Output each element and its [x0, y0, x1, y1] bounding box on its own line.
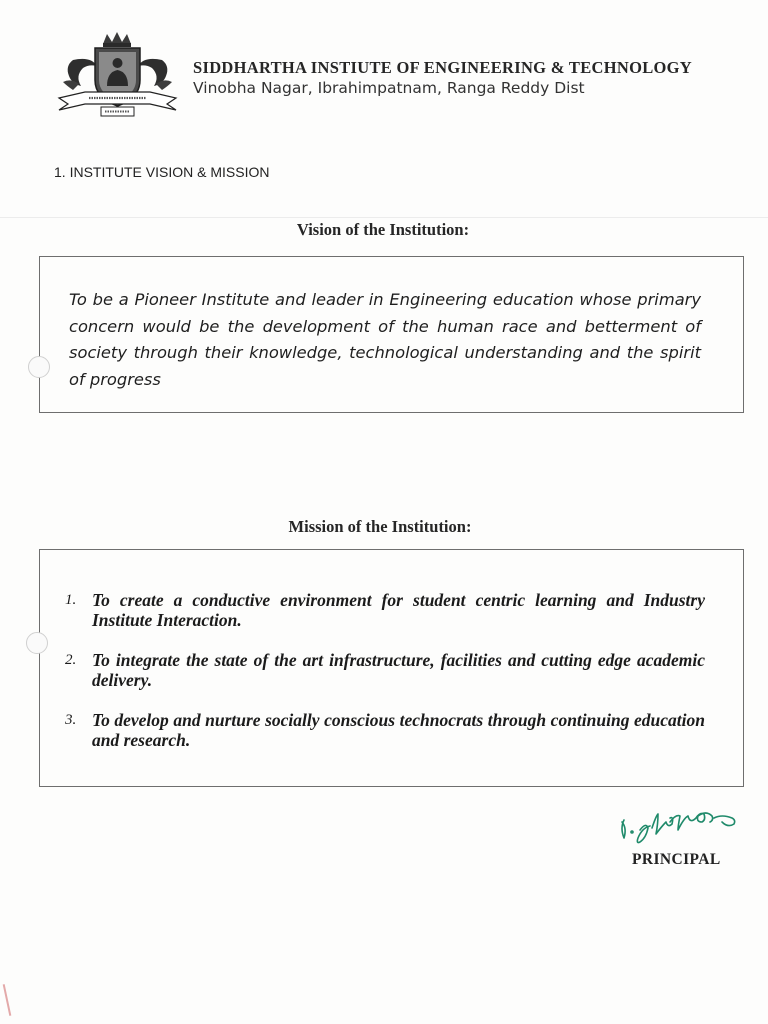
vision-statement: To be a Pioneer Institute and leader in Engineering education whose primary concern would be the development of the human race and betterment of society through their knowledge, technological understanding and the spirit of progress [69, 290, 701, 389]
mission-item-number: 1. [65, 592, 77, 608]
mission-item [65, 650, 705, 690]
mission-item [65, 590, 705, 630]
principal-label: PRINCIPAL [632, 851, 721, 868]
punch-hole [26, 632, 48, 654]
institute-name: SIDDHARTHA INSTIUTE OF ENGINEERING & TECHNOLOGY [193, 58, 692, 77]
section-heading: 1. INSTITUTE VISION & MISSION [54, 164, 270, 180]
mission-item-number: 2. [65, 652, 77, 668]
mission-item [65, 710, 705, 750]
vision-box [39, 256, 744, 413]
mission-item-number: 3. [65, 712, 77, 728]
institution-crest-logo [55, 30, 180, 125]
mission-title: Mission of the Institution: [288, 517, 472, 536]
mission-item-text: To create a conductive environment for student centric learning and Industry Institute Interaction. [92, 590, 705, 630]
punch-hole [28, 356, 50, 378]
mission-item-text: To integrate the state of the art infrastructure, facilities and cutting edge academic delivery. [92, 650, 705, 690]
handwritten-signature [618, 808, 748, 848]
divider [0, 217, 768, 218]
institute-address: Vinobha Nagar, Ibrahimpatnam, Ranga Reddy Dist [193, 79, 585, 97]
mission-box [39, 549, 744, 787]
mission-list [65, 590, 705, 770]
vision-title: Vision of the Institution: [296, 220, 470, 239]
mission-item-text: To develop and nurture socially conscious technocrats through continuing education and research. [92, 710, 705, 750]
margin-mark [3, 984, 12, 1016]
